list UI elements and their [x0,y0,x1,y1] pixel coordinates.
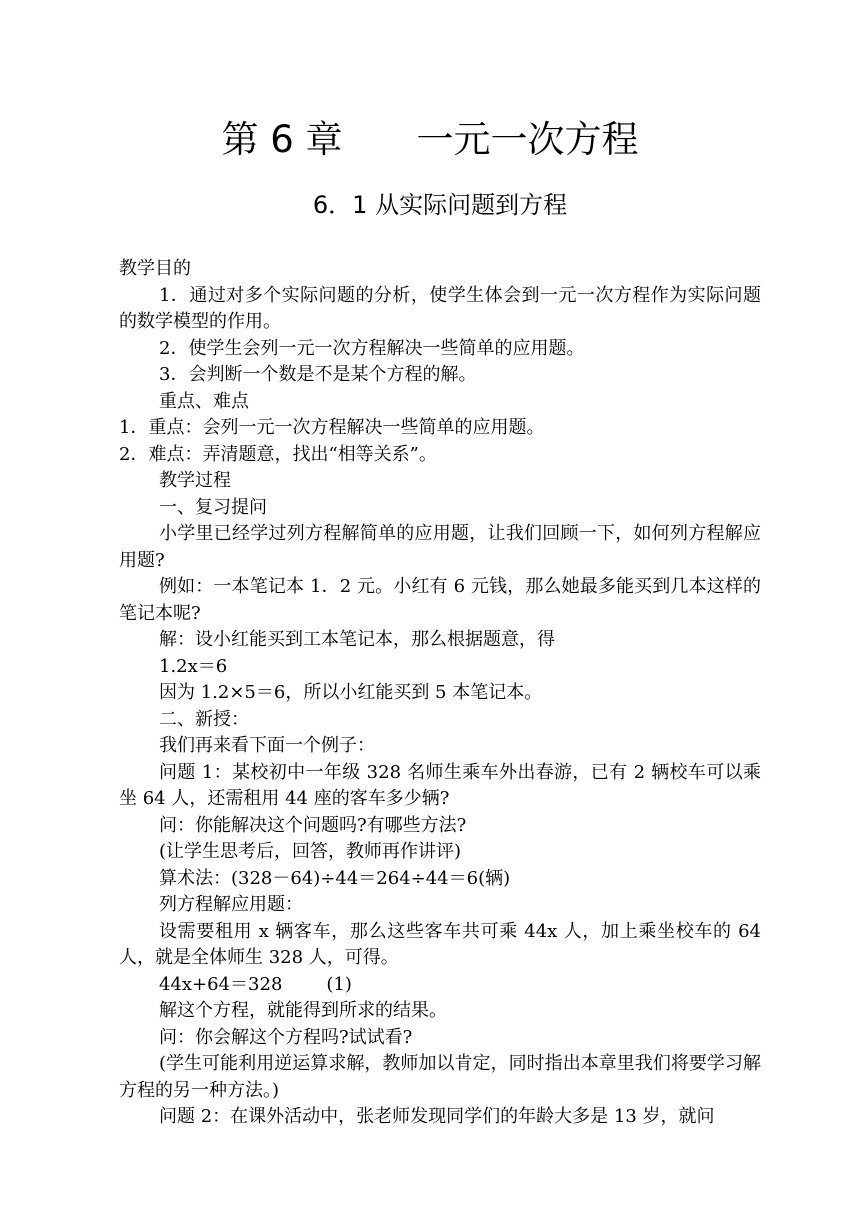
paragraph: 一、复习提问 [159,496,267,518]
chapter-title: 第 6 章 一元一次方程 [221,118,639,161]
paragraph: 例如：一本笔记本 1．2 元。小红有 6 元钱，那么她最多能买到几本这样的笔记本呢? [119,576,761,624]
paragraph: 算术法：(328－64)÷44＝264÷44＝6(辆) [159,867,511,889]
paragraph: 二、新授： [159,708,249,730]
paragraph: 设需要租用 x 辆客车，那么这些客车共可乘 44x 人，加上乘坐校车的 64 人，就是全体师生 328 人，可得。 [119,920,761,968]
paragraph: 列方程解应用题： [159,894,303,915]
paragraph: (学生可能利用逆运算求解，教师加以肯定，同时指出本章里我们将要学习解方程的另一种方法。) [119,1053,761,1101]
paragraph: 问题 2：在课外活动中，张老师发现同学们的年龄大多是 13 岁，就问 [159,1106,715,1127]
paragraph: (让学生思考后，回答，教师再作讲评) [159,841,462,862]
section-title: 6．1 从实际问题到方程 [312,191,568,219]
paragraph: 问：你能解决这个问题吗?有哪些方法? [159,814,467,836]
paragraph: 解：设小红能买到工本笔记本，那么根据题意，得 [159,629,555,650]
paragraph: 3．会判断一个数是不是某个方程的解。 [159,364,477,385]
paragraph-key-points-heading: 重点、难点 [159,390,249,412]
equation-number: (1) [326,973,352,995]
paragraph: 我们再来看下面一个例子： [159,735,375,756]
paragraph: 解这个方程，就能得到所求的结果。 [159,1000,447,1021]
paragraph: 问题 1：某校初中一年级 328 名师生乘车外出春游，已有 2 辆校车可以乘坐 64 人，还需租用 44 座的客车多少辆? [119,761,761,809]
paragraph-process-heading: 教学过程 [159,470,231,491]
equation-line [119,972,761,999]
paragraph: 因为 1.2×5＝6，所以小红能买到 5 本笔记本。 [159,682,543,703]
document-body [119,256,761,1131]
paragraph-teaching-goals-heading: 教学目的 [119,258,191,279]
equation: 44x+64＝328 [159,973,283,995]
equation: 1.2x＝6 [159,655,228,677]
paragraph: 2．难点：弄清题意，找出“相等关系”。 [119,443,437,465]
paragraph: 问：你会解这个方程吗?试试看? [159,1026,413,1048]
paragraph: 2．使学生会列一元一次方程解决一些简单的应用题。 [159,337,585,359]
paragraph: 1．通过对多个实际问题的分析，使学生体会到一元一次方程作为实际问题的数学模型的作用。 [119,284,761,332]
paragraph: 1．重点：会列一元一次方程解决一些简单的应用题。 [119,417,545,438]
paragraph: 小学里已经学过列方程解简单的应用题，让我们回顾一下，如何列方程解应用题? [119,523,761,571]
